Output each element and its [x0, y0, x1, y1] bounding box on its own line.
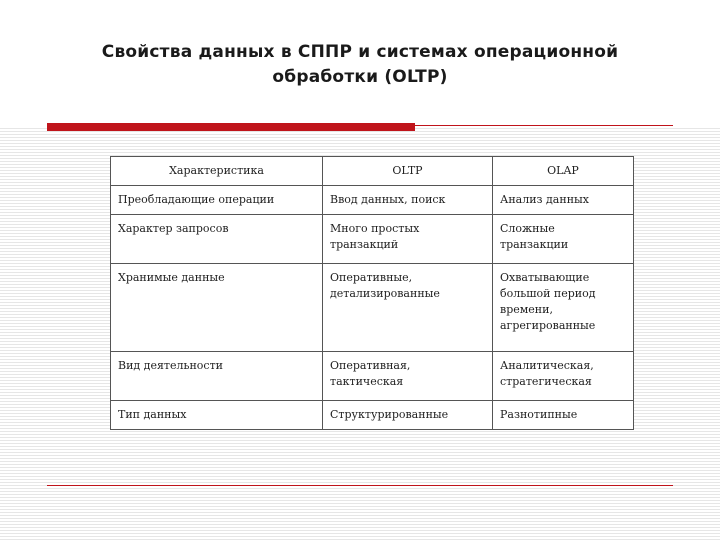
table-cell: Охватывающие большой период времени, агрегированные — [493, 264, 634, 352]
slide-title-line-1: Свойства данных в СППР и системах операционной — [101, 42, 619, 62]
table-cell: Преобладающие операции — [111, 186, 323, 215]
table-row — [111, 352, 634, 401]
table-cell: Аналитическая, стратегическая — [493, 352, 634, 401]
header-cell-oltp: OLTP — [323, 157, 493, 186]
comparison-table — [110, 156, 634, 430]
table-cell: Много простых транзакций — [323, 215, 493, 264]
table-row — [111, 186, 634, 215]
table-cell: Сложные транзакции — [493, 215, 634, 264]
table-cell: Оперативные, детализированные — [323, 264, 493, 352]
table-cell: Ввод данных, поиск — [323, 186, 493, 215]
table-cell: Тип данных — [111, 401, 323, 430]
table-cell: Разнотипные — [493, 401, 634, 430]
header-cell-olap: OLAP — [493, 157, 634, 186]
table-cell: Структурированные — [323, 401, 493, 430]
table-row — [111, 401, 634, 430]
table-cell: Характер запросов — [111, 215, 323, 264]
slide-title-line-2: обработки (OLTP) — [272, 67, 448, 87]
slide-title — [40, 40, 680, 90]
table-cell: Вид деятельности — [111, 352, 323, 401]
accent-bar-thick — [47, 123, 415, 131]
header-cell-characteristic: Характеристика — [111, 157, 323, 186]
table-row — [111, 215, 634, 264]
accent-line-top — [415, 125, 673, 126]
table-cell: Хранимые данные — [111, 264, 323, 352]
table-header-row — [111, 157, 634, 186]
table-cell: Анализ данных — [493, 186, 634, 215]
table-cell: Оперативная, тактическая — [323, 352, 493, 401]
table-row — [111, 264, 634, 352]
accent-line-bottom — [47, 485, 673, 486]
